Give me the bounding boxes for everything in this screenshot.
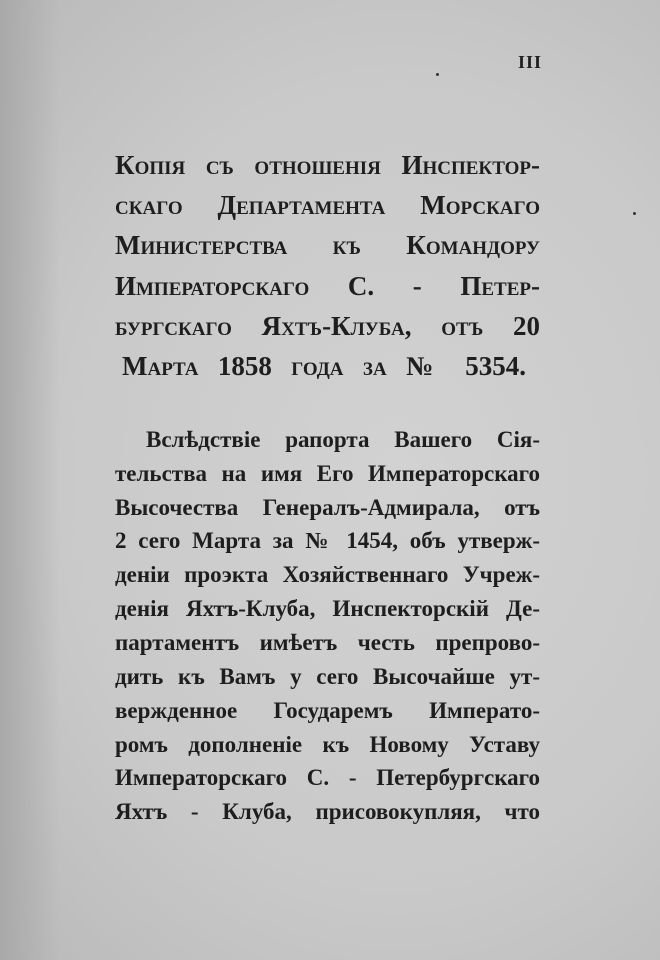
body-line: ромъ дополненіе къ Новому Уставу (115, 732, 540, 757)
title-line: скаго Департамента Морскаго (115, 190, 540, 220)
body-line: денія Яхтъ-Клуба, Инспекторскій Де- (115, 596, 540, 621)
scan-speck (633, 212, 636, 215)
body-line: деніи проэкта Хозяйственнаго Учреж- (115, 562, 540, 587)
body-line: Высочества Генералъ-Адмирала, отъ (115, 495, 540, 520)
title-line: Марта 1858 года за № 5354. (122, 351, 526, 381)
body-line: дить къ Вамъ у сего Высочайше ут- (115, 664, 540, 689)
title-line: Императорскаго С. - Петер- (115, 271, 540, 301)
page-number: III (518, 52, 543, 72)
body-line: Императорскаго С. - Петербургскаго (115, 765, 540, 790)
title-line: бургскаго Яхтъ-Клуба, отъ 20 (115, 311, 540, 341)
body-line: 2 сего Марта за № 1454, объ утверж- (115, 528, 540, 553)
body-line: вержденное Государемъ Императо- (115, 698, 540, 723)
body-line: тельства на имя Его Императорскаго (115, 461, 540, 486)
body-line: Яхтъ - Клуба, присовокупляя, что (115, 799, 540, 824)
body-line: Вслѣдствіе рапорта Вашего Сія- (146, 427, 540, 452)
body-line: партаментъ имѣетъ честь препрово- (115, 630, 540, 655)
page-gutter-shadow (0, 0, 60, 960)
title-line: Министерства къ Командору (115, 230, 540, 260)
scan-speck (436, 73, 439, 76)
title-line: Копія съ отношенія Инспектор- (115, 150, 540, 180)
